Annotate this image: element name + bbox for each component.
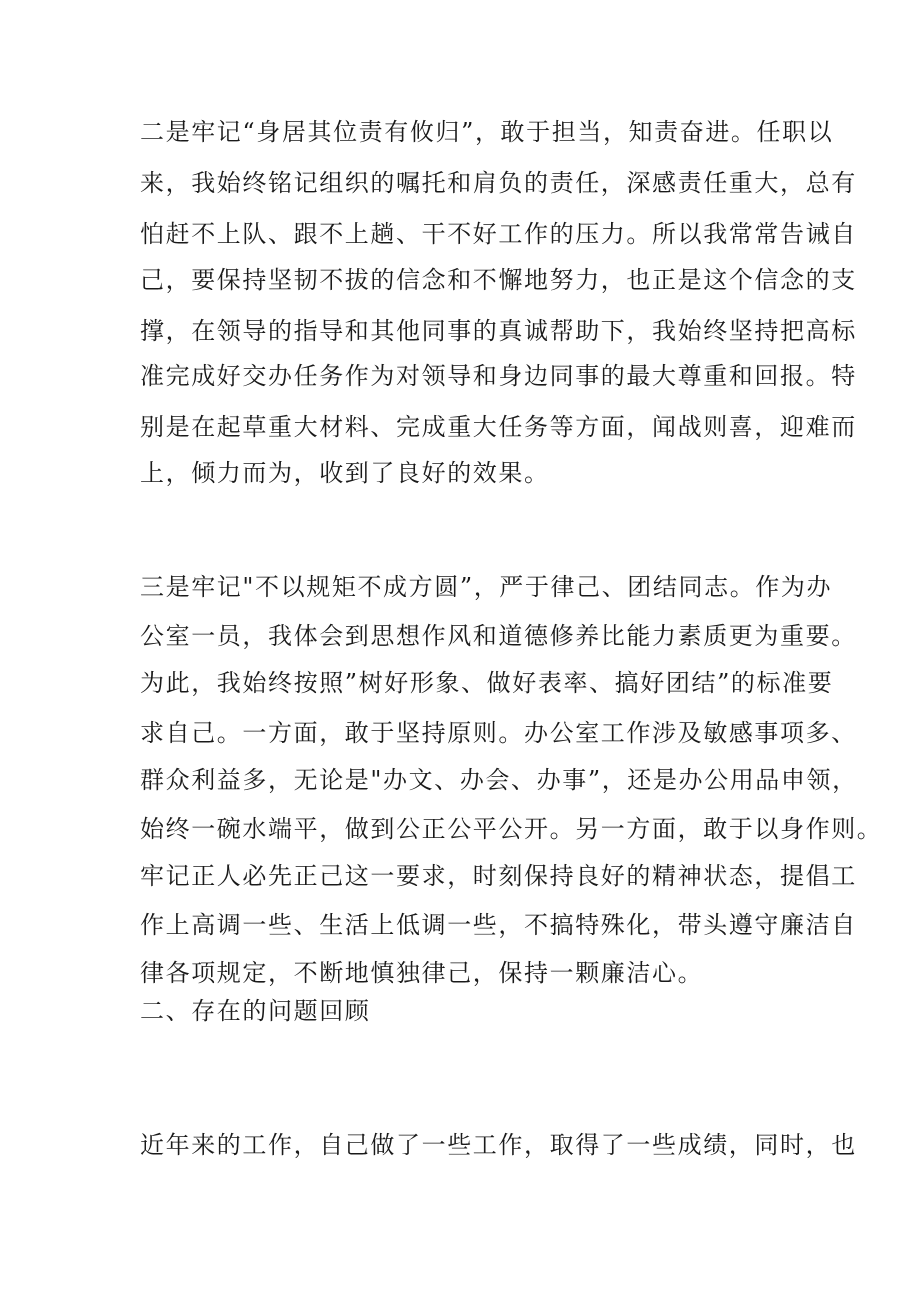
paragraph-3-line: 牢记正人必先正己这一要求，时刻保持良好的精神状态，提倡工 <box>140 862 857 890</box>
paragraph-2-line: 怕赶不上队、跟不上趟、干不好工作的压力。所以我常常告诫自 <box>140 220 857 248</box>
paragraph-3-line: 求自己。一方面，敢于坚持原则。办公室工作涉及敏感事项多、 <box>140 719 857 747</box>
section-heading: 二、存在的问题回顾 <box>140 997 371 1025</box>
paragraph-3-line: 三是牢记"不以规矩不成方圆”，严于律己、团结同志。作为办 <box>140 573 833 601</box>
paragraph-2-line: 准完成好交办任务作为对领导和身边同事的最大尊重和回报。特 <box>140 362 857 390</box>
paragraph-3-line: 作上高调一些、生活上低调一些，不搞特殊化，带头遵守廉洁自 <box>140 911 857 939</box>
paragraph-2-line: 己，要保持坚韧不拔的信念和不懈地努力，也正是这个信念的支 <box>140 266 857 294</box>
paragraph-2-line: 来，我始终铭记组织的嘱托和肩负的责任，深感责任重大，总有 <box>140 169 857 197</box>
paragraph-2-line: 二是牢记“身居其位责有攸归”，敢于担当，知责奋进。任职以 <box>140 118 834 146</box>
paragraph-3-line: 始终一碗水端平，做到公正公平公开。另一方面，敢于以身作则。 <box>140 815 883 843</box>
paragraph-4-line: 近年来的工作，自己做了一些工作，取得了一些成绩，同时，也 <box>140 1131 857 1159</box>
paragraph-2-line: 别是在起草重大材料、完成重大任务等方面，闻战则喜，迎难而 <box>140 413 857 441</box>
paragraph-2-line: 撑，在领导的指导和其他同事的真诚帮助下，我始终坚持把高标 <box>140 317 857 345</box>
paragraph-3-line: 群众利益多，无论是"办文、办会、办事”，还是办公用品申领， <box>140 766 858 794</box>
paragraph-3-line: 公室一员，我体会到思想作风和道德修养比能力素质更为重要。 <box>140 622 857 650</box>
paragraph-3-line: 为此，我始终按照”树好形象、做好表率、搞好团结”的标准要 <box>140 669 834 697</box>
paragraph-2-line: 上，倾力而为，收到了良好的效果。 <box>140 459 550 487</box>
paragraph-3-line: 律各项规定，不断地慎独律己，保持一颗廉洁心。 <box>140 959 704 987</box>
